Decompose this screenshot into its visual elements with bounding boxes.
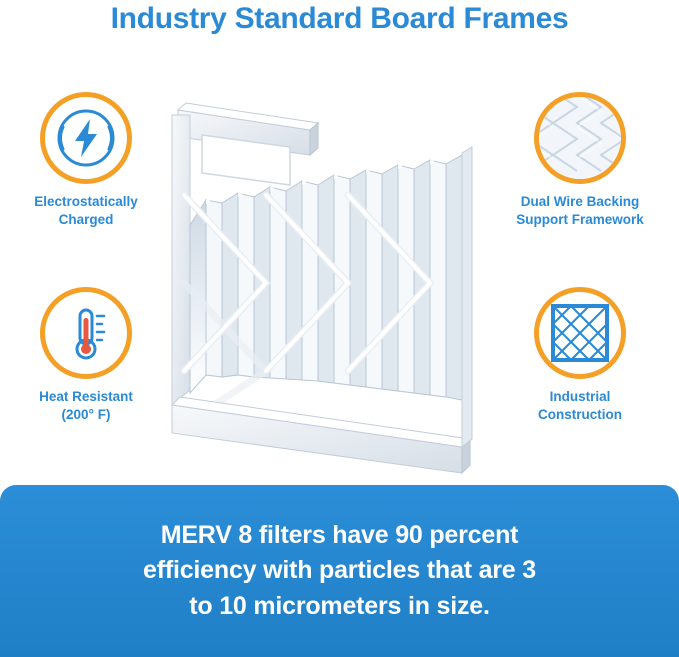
badge-heat-resistant (40, 287, 132, 379)
feature-label-line1: Electrostatically (34, 194, 138, 209)
filter-svg (150, 75, 530, 475)
feature-label-line1: Dual Wire Backing (520, 194, 640, 209)
feature-industrial-construction (500, 287, 660, 424)
badge-industrial-construction (534, 287, 626, 379)
banner-line1: MERV 8 filters have 90 percent (160, 520, 519, 549)
frame-grid-icon (539, 292, 621, 374)
feature-label (6, 388, 166, 424)
feature-heat-resistant (6, 287, 166, 424)
feature-label (500, 388, 660, 424)
banner-line2: efficiency with particles that are 3 (143, 556, 536, 585)
banner-line3: to 10 micrometers in size. (189, 591, 490, 620)
lightning-bolt-icon (45, 97, 127, 179)
wire-mesh-icon (539, 97, 621, 179)
badge-dual-wire-backing (534, 92, 626, 184)
feature-label-line1: Industrial (549, 389, 611, 404)
feature-label-line2: Support Framework (516, 211, 644, 227)
pleated-air-filter-illustration (150, 75, 530, 475)
feature-dual-wire-backing (500, 92, 660, 229)
merv-efficiency-banner (0, 485, 679, 657)
feature-label-line1: Heat Resistant (39, 389, 133, 404)
thermometer-icon (45, 292, 127, 374)
feature-label-line2: Charged (58, 211, 114, 227)
feature-electrostatically-charged (6, 92, 166, 229)
banner-text (103, 518, 576, 625)
feature-label-line2: Construction (538, 406, 622, 422)
page-title: Industry Standard Board Frames (110, 2, 569, 35)
badge-electrostatically-charged (40, 92, 132, 184)
feature-label (500, 193, 660, 229)
feature-label (6, 193, 166, 229)
feature-label-line2: (200° F) (61, 406, 111, 422)
